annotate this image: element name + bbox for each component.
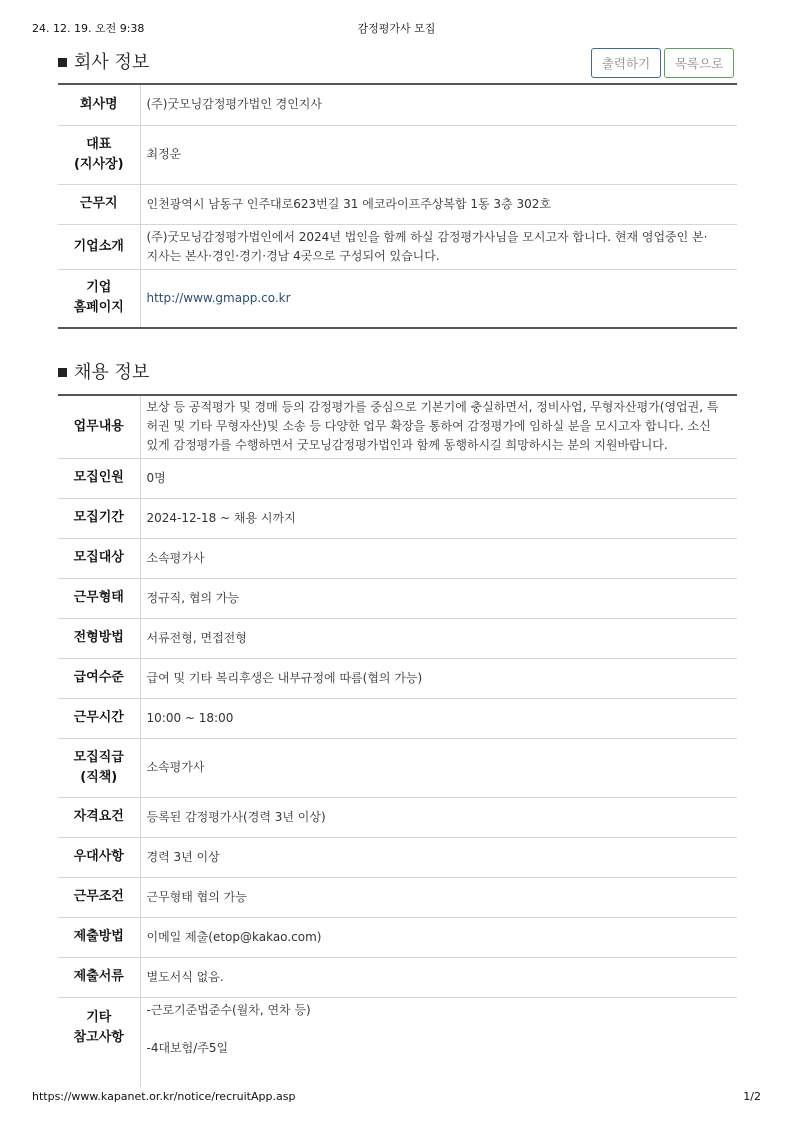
text-line: -4대보험/주5일 (146, 1040, 229, 1055)
row-label-homepage (58, 269, 140, 328)
row-label-submission-method: 제출방법 (58, 917, 140, 957)
table-row (58, 917, 737, 957)
text-line: 지사는 본사·경인·경기·경남 4곳으로 구성되어 있습니다. (146, 248, 440, 263)
label-line: 기타 (86, 1009, 112, 1025)
row-label-salary: 급여수준 (58, 658, 140, 698)
documents-value: 별도서식 없음. (140, 957, 737, 997)
row-label-representative (58, 125, 140, 184)
print-header (32, 20, 761, 36)
line-gap (147, 1020, 732, 1039)
work-hours-value: 10:00 ~ 18:00 (140, 698, 737, 738)
label-line: 모집직급 (73, 749, 124, 765)
print-date: 24. 12. 19. 오전 9:38 (32, 22, 145, 35)
preferences-value: 경력 3년 이상 (140, 837, 737, 877)
row-label-preferences: 우대사항 (58, 837, 140, 877)
job-description-value (140, 395, 737, 458)
submission-method-value: 이메일 제출(etop@kakao.com) (140, 917, 737, 957)
row-label-other-notes (58, 997, 140, 1087)
table-row (58, 618, 737, 658)
table-row (58, 997, 737, 1087)
other-notes-value (140, 997, 737, 1087)
company-info-table (58, 83, 737, 329)
row-label-target: 모집대상 (58, 538, 140, 578)
square-bullet-icon (58, 368, 67, 377)
representative-value: 최정운 (140, 125, 737, 184)
square-bullet-icon (58, 58, 67, 67)
table-row (58, 125, 737, 184)
text-line: -근로기준법준수(월차, 연차 등) (146, 1002, 311, 1017)
table-row (58, 698, 737, 738)
row-label-employment-type: 근무형태 (58, 578, 140, 618)
text-line: 있게 감정평가를 수행하면서 굿모닝감정평가법인과 함께 동행하시길 희망하시는 분의 지원바랍니다. (146, 438, 668, 453)
row-label-job-description: 업무내용 (58, 395, 140, 458)
homepage-link[interactable]: http://www.gmapp.co.kr (146, 290, 291, 305)
label-line: 대표 (86, 136, 112, 152)
selection-method-value: 서류전형, 면접전형 (140, 618, 737, 658)
row-label-period: 모집기간 (58, 498, 140, 538)
list-button[interactable]: 목록으로 (664, 48, 734, 78)
text-line: 보상 등 공적평가 및 경매 등의 감정평가를 중심으로 기본기에 충실하면서, 정비사업, 무형자산평가(영업권, 특 (146, 400, 719, 415)
table-row (58, 578, 737, 618)
headcount-value: 0명 (140, 458, 737, 498)
row-label-work-hours: 근무시간 (58, 698, 140, 738)
row-label-documents: 제출서류 (58, 957, 140, 997)
position-value: 소속평가사 (140, 738, 737, 797)
table-row (58, 395, 737, 458)
qualifications-value: 등록된 감정평가사(경력 3년 이상) (140, 797, 737, 837)
company-intro-value (140, 224, 737, 269)
table-row (58, 458, 737, 498)
table-row (58, 269, 737, 328)
label-line: 참고사항 (73, 1029, 124, 1045)
table-row (58, 538, 737, 578)
company-name-value: (주)굿모닝감정평가법인 경인지사 (146, 97, 322, 112)
row-label-work-conditions: 근무조건 (58, 877, 140, 917)
row-label-selection-method: 전형방법 (58, 618, 140, 658)
page-number: 1/2 (743, 1090, 761, 1103)
company-section-title-text: 회사 정보 (74, 52, 150, 73)
table-row (58, 184, 737, 224)
label-line: 기업 (86, 280, 112, 296)
print-button[interactable]: 출력하기 (591, 48, 661, 78)
table-row (58, 224, 737, 269)
print-page-title: 감정평가사 모집 (357, 22, 436, 35)
row-label-qualifications: 자격요건 (58, 797, 140, 837)
table-row (58, 797, 737, 837)
workplace-value: 인천광역시 남동구 인주대로623번길 31 에코라이프주상복합 1동 3층 302호 (140, 184, 737, 224)
label-line: 홈페이지 (73, 300, 124, 316)
label-line: (직책) (80, 769, 118, 785)
recruit-info-table (58, 394, 737, 1087)
row-label-workplace: 근무지 (58, 184, 140, 224)
label-line: (지사장) (73, 156, 124, 172)
company-section-title (58, 48, 149, 74)
period-value: 2024-12-18 ~ 채용 시까지 (140, 498, 737, 538)
row-label-position (58, 738, 140, 797)
homepage-value (140, 269, 737, 328)
row-label-company-name: 회사명 (58, 84, 140, 125)
row-label-headcount: 모집인원 (58, 458, 140, 498)
row-label-company-intro: 기업소개 (58, 224, 140, 269)
work-conditions-value: 근무형태 협의 가능 (140, 877, 737, 917)
target-value: 소속평가사 (140, 538, 737, 578)
table-row (58, 957, 737, 997)
salary-value: 급여 및 기타 복리후생은 내부규정에 따름(협의 가능) (140, 658, 737, 698)
recruit-section-title (58, 358, 149, 384)
table-row (58, 738, 737, 797)
text-line: (주)굿모닝감정평가법인에서 2024년 법인을 함께 하실 감정평가사님을 모시고자 합니다. 현재 영업중인 본· (146, 229, 708, 244)
print-url: https://www.kapanet.or.kr/notice/recruitApp.asp (32, 1090, 296, 1103)
table-row (58, 658, 737, 698)
employment-type-value: 정규직, 협의 가능 (140, 578, 737, 618)
table-row (58, 837, 737, 877)
table-row (58, 498, 737, 538)
table-row (58, 877, 737, 917)
table-row (58, 84, 737, 125)
text-line: 허권 및 기타 무형자산)및 소송 등 다양한 업무 확장을 통하여 감정평가에 임하실 분을 모시고자 합니다. 소신 (146, 419, 711, 434)
recruit-section-title-text: 채용 정보 (74, 362, 150, 383)
